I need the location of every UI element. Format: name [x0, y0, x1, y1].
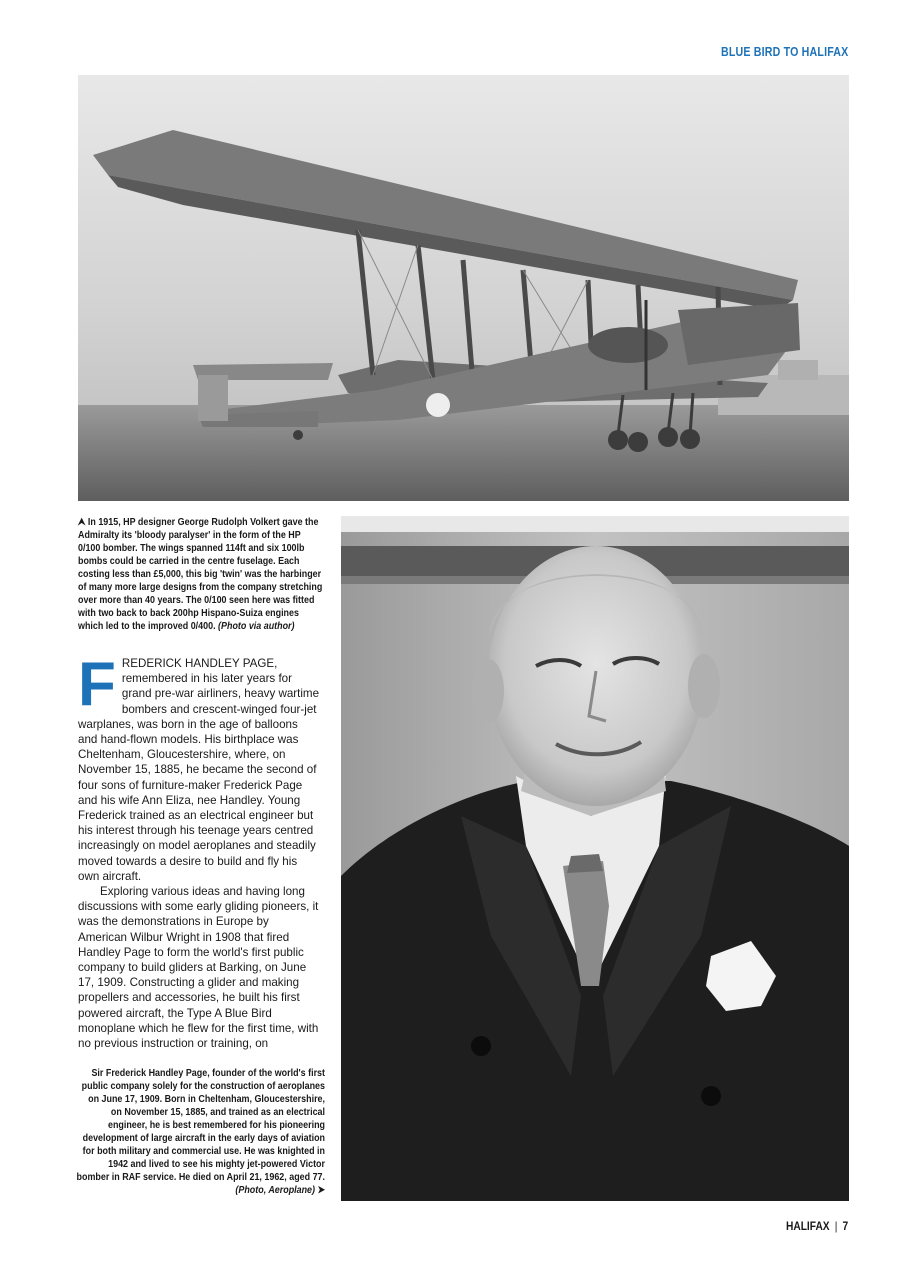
top-photo-caption	[78, 516, 324, 633]
page-number: 7	[842, 1219, 848, 1233]
article-paragraph-1: FREDERICK HANDLEY PAGE, remembered in his later years for grand pre-war airliners, heavy wartime bombers and crescent-winged four-jet warplanes, was born in the age of balloons and hand-flown models. His birthplace was Cheltenham, Gloucestershire, where, on November 15, 1885, he became the second of four sons of furniture-maker Frederick Page and his wife Ann Eliza, nee Handley. Young Frederick trained as an electrical engineer but his interest through his teenage years centred increasingly on model aeroplanes and steadily moved towards a desire to build and fly his own aircraft.	[78, 650, 320, 883]
arrow-right-icon: ➤	[317, 1185, 325, 1196]
magazine-name: HALIFAX	[785, 1219, 830, 1233]
folio-separator: |	[834, 1219, 838, 1233]
drop-cap: F	[78, 650, 116, 719]
arrow-up-icon: ⮝	[78, 517, 86, 528]
portrait-caption	[76, 1067, 325, 1197]
portrait-caption-credit: (Photo, Aeroplane)	[235, 1185, 316, 1196]
page-folio	[786, 1219, 848, 1233]
running-head: BLUE BIRD TO HALIFAX	[720, 44, 848, 59]
biplane-photo	[78, 75, 849, 501]
article-body	[78, 650, 320, 1051]
article-paragraph-2: Exploring various ideas and having long discussions with some early gliding pioneers, it was the demonstrations in Europe by American Wilbur Wright in 1908 that fired Handley Page to form the world's first public company to build gliders at Barking, on June 17, 1909. Constructing a glider and making propellers and accessories, he built his first powered aircraft, the Type A Blue Bird monoplane which he flew for the first time, with no previous instruction or training, on	[78, 885, 319, 1051]
top-caption-credit: (Photo via author)	[218, 621, 295, 632]
portrait-photo	[341, 516, 849, 1201]
portrait-caption-text: Sir Frederick Handley Page, founder of the world's first public company solely for the construction of aeroplanes on June 17, 1909. Born in Cheltenham, Gloucestershire, on November 15, 1885, and trained as an electrical engineer, he is best remembered for his pioneering development of large aircraft in the early days of aviation for both military and commercial use. He was knighted in 1942 and lived to see his mighty jet-powered Victor bomber in RAF service. He died on April 21, 1962, aged 77.	[76, 1068, 326, 1183]
top-caption-text: In 1915, HP designer George Rudolph Volkert gave the Admiralty its 'bloody paralyser' in the form of the HP 0/100 bomber. The wings spanned 114ft and six 100lb bombs could be carried in the centre fuselage. Each costing less than £5,000, this big 'twin' was the harbinger of many more large designs from the company stretching over more than 40 years. The 0/100 seen here was fitted with two back to back 200hp Hispano-Suiza engines which led to the improved 0/400.	[78, 517, 323, 632]
